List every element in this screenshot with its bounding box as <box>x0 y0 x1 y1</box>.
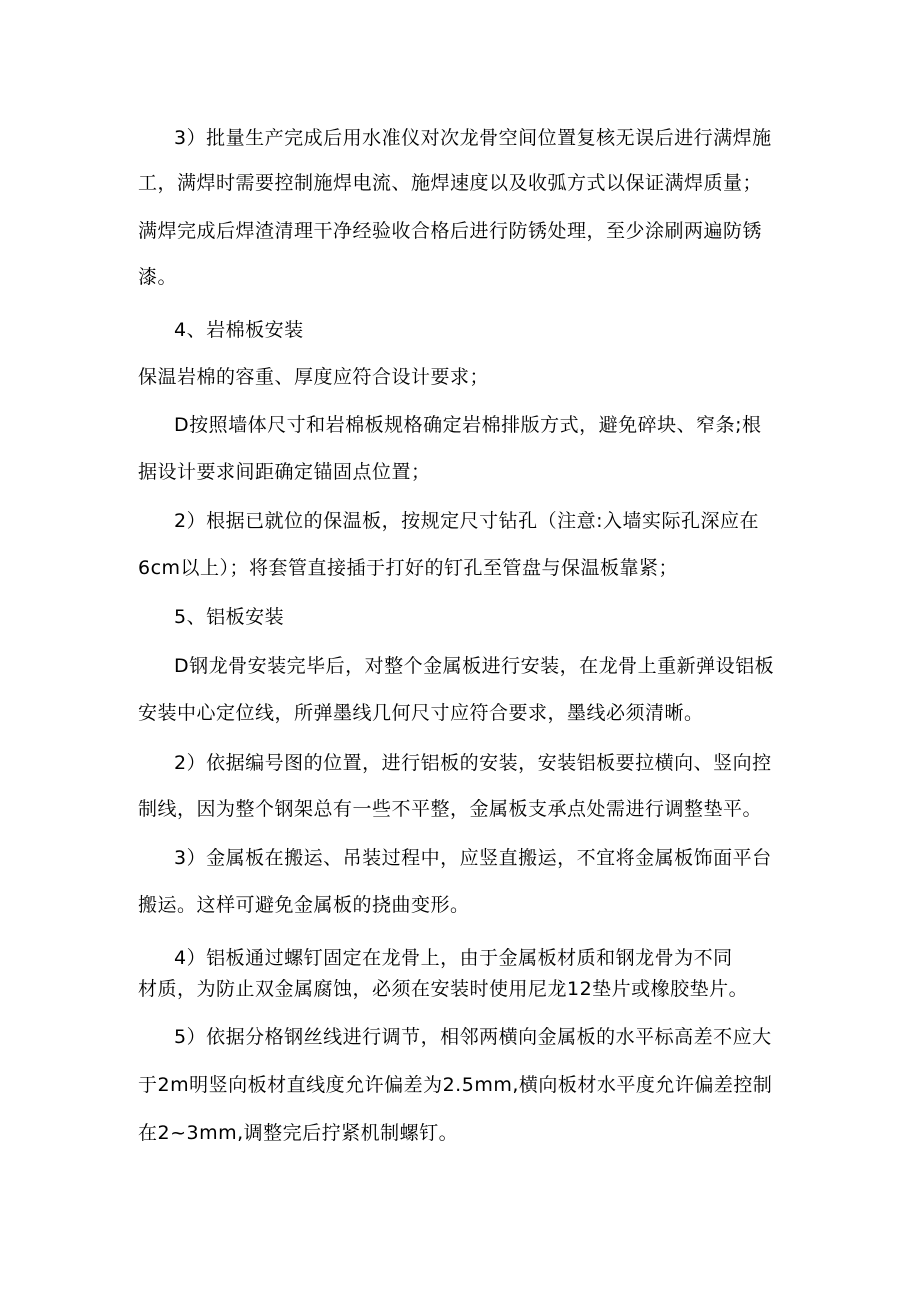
text-line: 2）根据已就位的保温板，按规定尺寸钻孔（注意:入墙实际孔深应在 <box>174 510 759 532</box>
text-line: 于2m明竖向板材直线度允许偏差为2.5mm,横向板材水平度允许偏差控制 <box>138 1074 773 1096</box>
text-line: 满焊完成后焊渣清理干净经验收合格后进行防锈处理，至少涂刷两遍防锈 <box>138 220 763 242</box>
text-line: 6cm以上）；将套管直接插于打好的钉孔至管盘与保温板靠紧； <box>138 557 679 579</box>
text-line: 4）铝板通过螺钉固定在龙骨上，由于金属板材质和钢龙骨为不同 <box>174 947 733 969</box>
section-heading: 4、岩棉板安装 <box>174 319 304 341</box>
text-line: 3）批量生产完成后用水准仪对次龙骨空间位置复核无误后进行满焊施 <box>174 127 772 149</box>
text-line: 在2~3mm,调整完后拧紧机制螺钉。 <box>138 1122 459 1144</box>
text-line: D钢龙骨安装完毕后，对整个金属板进行安装，在龙骨上重新弹设铝板 <box>174 655 775 677</box>
text-line: 漆。 <box>138 266 178 288</box>
text-line: 材质，为防止双金属腐蚀，必须在安装时使用尼龙12垫片或橡胶垫片。 <box>138 978 749 1000</box>
text-line: 保温岩棉的容重、厚度应符合设计要求； <box>138 366 490 388</box>
text-line: 3）金属板在搬运、吊装过程中，应竖直搬运，不宜将金属板饰面平台 <box>174 847 772 869</box>
section-heading: 5、铝板安装 <box>174 606 285 628</box>
text-line: D按照墙体尺寸和岩棉板规格确定岩棉排版方式，避免碎块、窄条;根 <box>174 414 762 436</box>
text-line: 搬运。这样可避免金属板的挠曲变形。 <box>138 894 470 916</box>
text-line: 工，满焊时需要控制施焊电流、施焊速度以及收弧方式以保证满焊质量； <box>138 172 763 194</box>
text-line: 制线，因为整个钢架总有一些不平整，金属板支承点处需进行调整垫平。 <box>138 798 763 820</box>
text-line: 安装中心定位线，所弹墨线几何尺寸应符合要求，墨线必须清晰。 <box>138 702 704 724</box>
text-line: 据设计要求间距确定锚固点位置； <box>138 461 431 483</box>
text-line: 2）依据编号图的位置，进行铝板的安装，安装铝板要拉横向、竖向控 <box>174 752 772 774</box>
text-line: 5）依据分格钢丝线进行调节，相邻两横向金属板的水平标高差不应大 <box>174 1026 772 1048</box>
